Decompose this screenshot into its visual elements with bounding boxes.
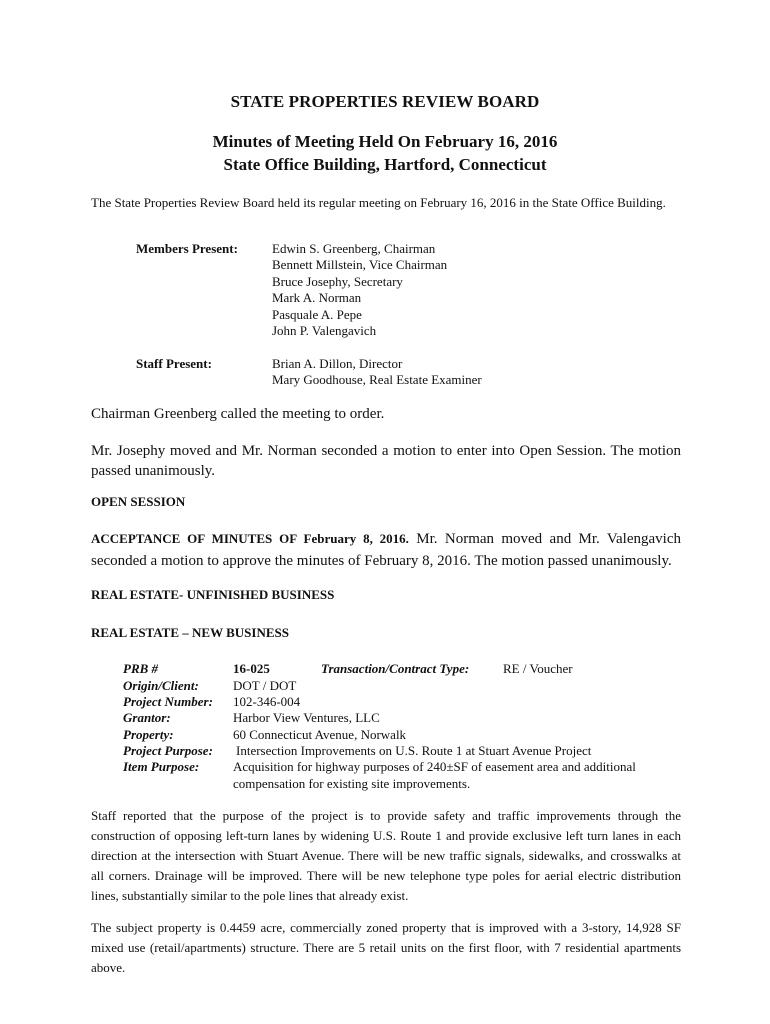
property-label: Property:	[123, 727, 174, 742]
member-name: Edwin S. Greenberg, Chairman	[272, 241, 436, 256]
new-business-heading: REAL ESTATE – NEW BUSINESS	[91, 625, 289, 640]
subject-property-paragraph: The subject property is 0.4459 acre, commercially zoned property that is improved with a 3-story, 14,928 SF mixed use (retail/apartments) structure. There are 5 retail units on the first floor, with 7 residential apartments above.	[91, 920, 681, 975]
origin-client-value: DOT / DOT	[233, 678, 297, 693]
acceptance-heading: ACCEPTANCE OF MINUTES OF February 8, 2016.	[91, 531, 409, 546]
member-name: John P. Valengavich	[272, 323, 377, 339]
project-purpose-value: Intersection Improvements on U.S. Route 1 at Stuart Avenue Project	[236, 743, 592, 758]
acceptance-of-minutes	[91, 528, 681, 572]
members-present-label: Members Present:	[136, 241, 238, 256]
member-name: Bruce Josephy, Secretary	[272, 273, 403, 289]
staff-present-label: Staff Present:	[136, 356, 212, 371]
unfinished-business-heading: REAL ESTATE- UNFINISHED BUSINESS	[91, 587, 335, 602]
item-purpose-value-line1: Acquisition for highway purposes of 240±SF of easement area and additional	[233, 759, 636, 774]
open-session-motion: Mr. Josephy moved and Mr. Norman seconded a motion to enter into Open Session. The motion passed unanimously.	[91, 443, 681, 479]
open-session-heading: OPEN SESSION	[91, 494, 186, 509]
call-to-order: Chairman Greenberg called the meeting to order.	[91, 406, 385, 422]
member-name: Bennett Millstein, Vice Chairman	[272, 257, 448, 273]
staff-report-paragraph: Staff reported that the purpose of the project is to provide safety and traffic improvements through the construction of opposing left-turn lanes by widening U.S. Route 1 and provide exclusive left turn lanes in each direction at the intersection with Stuart Avenue. There will be new traffic signals, sidewalks, and crosswalks at all corners. Drainage will be improved. There will be new telephone type poles for aerial electric distribution lines, substantially similar to the pole lines that already exist.	[91, 808, 681, 903]
staff-list	[272, 356, 482, 389]
project-number-label: Project Number:	[123, 694, 213, 709]
member-name: Pasquale A. Pepe	[272, 306, 362, 322]
staff-name: Brian A. Dillon, Director	[272, 356, 403, 371]
item-purpose-label: Item Purpose:	[123, 759, 200, 774]
meeting-date-heading: Minutes of Meeting Held On February 16, 2016	[212, 132, 558, 151]
members-list	[272, 241, 447, 339]
transaction-type-value: RE / Voucher	[503, 661, 573, 676]
item-purpose-value-line2: compensation for existing site improvements.	[233, 776, 471, 791]
meeting-location-heading: State Office Building, Hartford, Connecticut	[223, 155, 547, 174]
intro-paragraph: The State Properties Review Board held its regular meeting on February 16, 2016 in the State Office Building.	[91, 195, 666, 210]
staff-name: Mary Goodhouse, Real Estate Examiner	[272, 372, 482, 388]
prb-label: PRB #	[123, 661, 159, 676]
prb-value: 16-025	[233, 661, 270, 676]
property-value: 60 Connecticut Avenue, Norwalk	[233, 727, 407, 742]
origin-client-label: Origin/Client:	[123, 678, 199, 693]
document-title: STATE PROPERTIES REVIEW BOARD	[230, 92, 540, 111]
acceptance-text: Mr. Norman moved and Mr. Valengavich seconded a motion to approve the minutes of February 8, 2016. The motion passed unanimously.	[91, 531, 681, 569]
project-number-value: 102-346-004	[233, 694, 301, 709]
transaction-type-label: Transaction/Contract Type:	[321, 661, 470, 676]
member-name: Mark A. Norman	[272, 290, 362, 306]
grantor-value: Harbor View Ventures, LLC	[233, 710, 380, 725]
grantor-label: Grantor:	[123, 710, 171, 725]
project-purpose-label: Project Purpose:	[123, 743, 213, 758]
